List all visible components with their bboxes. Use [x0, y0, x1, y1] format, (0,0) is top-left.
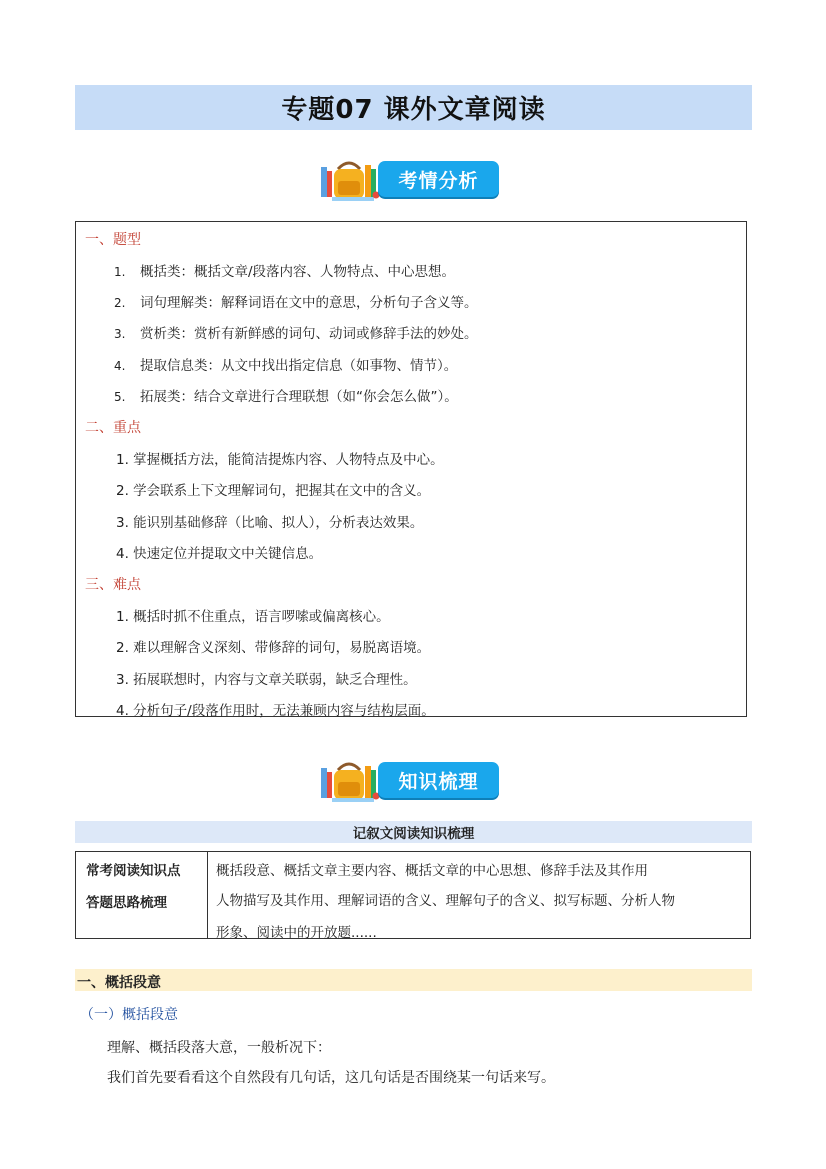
key-points-heading: 二、重点	[85, 420, 141, 436]
knowledge-table-title-bar	[75, 821, 752, 843]
analysis-badge-label-box	[378, 161, 499, 197]
list-item: 2. 难以理解含义深刻、带修辞的词句，易脱离语境。	[116, 640, 431, 656]
list-item: 2. 学会联系上下文理解词句，把握其在文中的含义。	[116, 483, 431, 499]
list-item: 5. 拓展类：结合文章进行合理联想（如“你会怎么做”）。	[114, 389, 458, 405]
list-item: 4. 分析句子/段落作用时，无法兼顾内容与结构层面。	[116, 703, 435, 719]
school-bag-icon	[318, 758, 380, 804]
list-item: 3. 拓展联想时，内容与文章关联弱，缺乏合理性。	[116, 672, 417, 688]
row-label-common-points: 常考阅读知识点	[86, 863, 181, 879]
section-heading-bar	[75, 969, 752, 991]
row-label-answer-approach: 答题思路梳理	[86, 895, 167, 911]
difficulties-heading: 三、难点	[85, 577, 141, 593]
list-item: 4. 快速定位并提取文中关键信息。	[116, 546, 323, 562]
type-heading: 一、题型	[85, 232, 141, 248]
paragraph: 我们首先要看看这个自然段有几句话，这几句话是否围绕某一句话来写。	[107, 1070, 555, 1086]
subsection-heading: （一）概括段意	[80, 1007, 178, 1023]
row-value-answer-approach-line2: 形象、阅读中的开放题......	[216, 925, 377, 941]
list-item: 3. 赏析类：赏析有新鲜感的词句、动词或修辞手法的妙处。	[114, 326, 478, 342]
page-title: 专题07 课外文章阅读	[281, 95, 546, 125]
row-value-common-points: 概括段意、概括文章主要内容、概括文章的中心思想、修辞手法及其作用	[216, 863, 648, 879]
list-item: 1. 掌握概括方法，能简洁提炼内容、人物特点及中心。	[116, 452, 444, 468]
list-item: 2. 词句理解类：解释词语在文中的意思，分析句子含义等。	[114, 295, 478, 311]
knowledge-table	[75, 851, 751, 939]
section-heading: 一、概括段意	[77, 975, 161, 991]
list-item: 1. 概括类：概括文章/段落内容、人物特点、中心思想。	[114, 264, 456, 280]
paragraph: 理解、概括段落大意，一般析况下：	[107, 1040, 331, 1056]
knowledge-badge-label: 知识梳理	[398, 770, 479, 793]
analysis-badge-label: 考情分析	[398, 169, 479, 192]
analysis-box	[75, 221, 747, 717]
analysis-badge	[318, 157, 503, 203]
list-item: 3. 能识别基础修辞（比喻、拟人），分析表达效果。	[116, 515, 424, 531]
knowledge-badge	[318, 758, 503, 804]
knowledge-badge-label-box	[378, 762, 499, 798]
list-item: 1. 概括时抓不住重点，语言啰嗦或偏离核心。	[116, 609, 390, 625]
page-title-bar	[75, 85, 752, 130]
row-value-answer-approach-line1: 人物描写及其作用、理解词语的含义、理解句子的含义、拟写标题、分析人物	[216, 893, 675, 909]
school-bag-icon	[318, 157, 380, 203]
list-item: 4. 提取信息类：从文中找出指定信息（如事物、情节）。	[114, 358, 458, 374]
knowledge-table-title: 记叙文阅读知识梳理	[352, 826, 475, 842]
